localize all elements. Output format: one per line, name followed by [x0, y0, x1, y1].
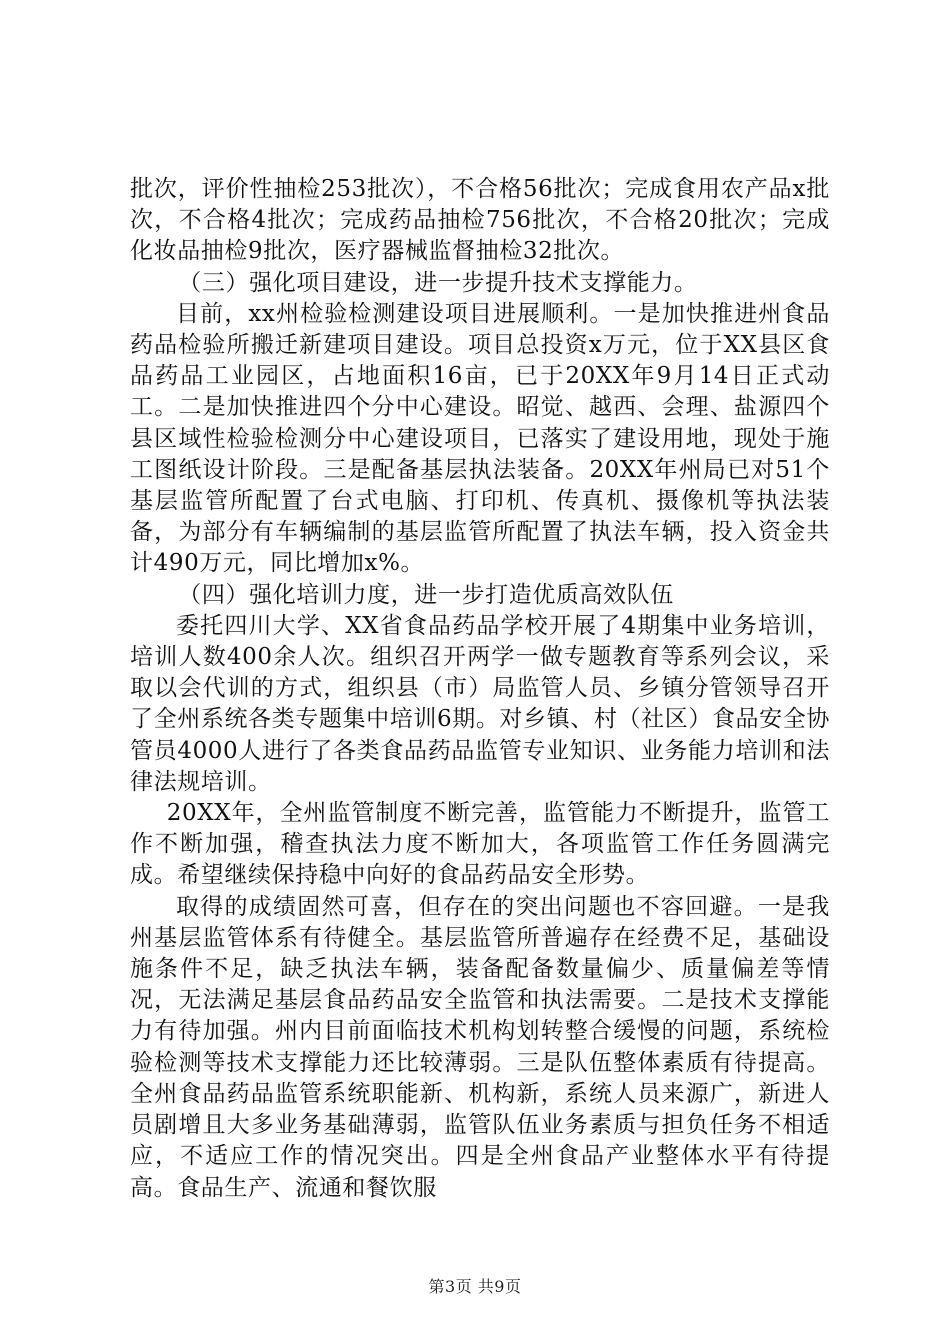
paragraph-problems: 取得的成绩固然可喜，但存在的突出问题也不容回避。一是我州基层监管体系有待健全。基层监管所普遍存在经费不足，基础设施条件不足，缺乏执法车辆，装备配备数量偏少、质量偏差等情况，无法满足基层食品药品安全监管和执法需要。二是技术支撑能力有待加强。州内目前面临技术机构划转整合缓慢的问题，系统检验检测等技术支撑能力还比较薄弱。三是队伍整体素质有待提高。全州食品药品监管系统职能新、机构新，系统人员来源广，新进人员剧增且大多业务基础薄弱，监管队伍业务素质与担负任务不相适应，不适应工作的情况突出。四是全州食品产业整体水平有待提高。食品生产、流通和餐饮服 [130, 893, 830, 1201]
document-body [130, 174, 830, 1204]
paragraph-summary: 20XX年，全州监管制度不断完善，监管能力不断提升，监管工作不断加强，稽查执法力度不断加大，各项监管工作任务圆满完成。希望继续保持稳中向好的食品药品安全形势。 [130, 800, 830, 889]
section-heading-3: （三）强化项目建设，进一步提升技术支撑能力。 [178, 269, 698, 296]
paragraph-project-construction: 目前，xx州检验检测建设项目进展顺利。一是加快推进州食品药品检验所搬迁新建项目建设。项目总投资x万元，位于XX县区食品药品工业园区，占地面积16亩，已于20XX年9月14日正式动工。二是加快推进四个分中心建设。昭觉、越西、会理、盐源四个县区域性检验检测分中心建设项目，已落实了建设用地，现处于施工图纸设计阶段。三是配备基层执法装备。20XX年州局已对51个基层监管所配置了台式电脑、打印机、传真机、摄像机等执法装备，为部分有车辆编制的基层监管所配置了执法车辆，投入资金共计490万元，同比增加x%。 [130, 300, 830, 577]
page-footer: 第3页 共9页 [428, 1277, 522, 1296]
paragraph-training: 委托四川大学、XX省食品药品学校开展了4期集中业务培训，培训人数400余人次。组织召开两学一做专题教育等系列会议，采取以会代训的方式，组织县（市）局监管人员、乡镇分管领导召开了全州系统各类专题集中培训6期。对乡镇、村（社区）食品安全协管员4000人进行了各类食品药品监管专业知识、业务能力培训和法律法规培训。 [130, 612, 830, 795]
paragraph-sampling-results: 批次，评价性抽检253批次），不合格56批次；完成食用农产品x批次，不合格4批次；完成药品抽检756批次，不合格20批次；完成化妆品抽检9批次，医疗器械监督抽检32批次。 [130, 176, 830, 265]
section-heading-4: （四）强化培训力度，进一步打造优质高效队伍 [178, 581, 674, 608]
